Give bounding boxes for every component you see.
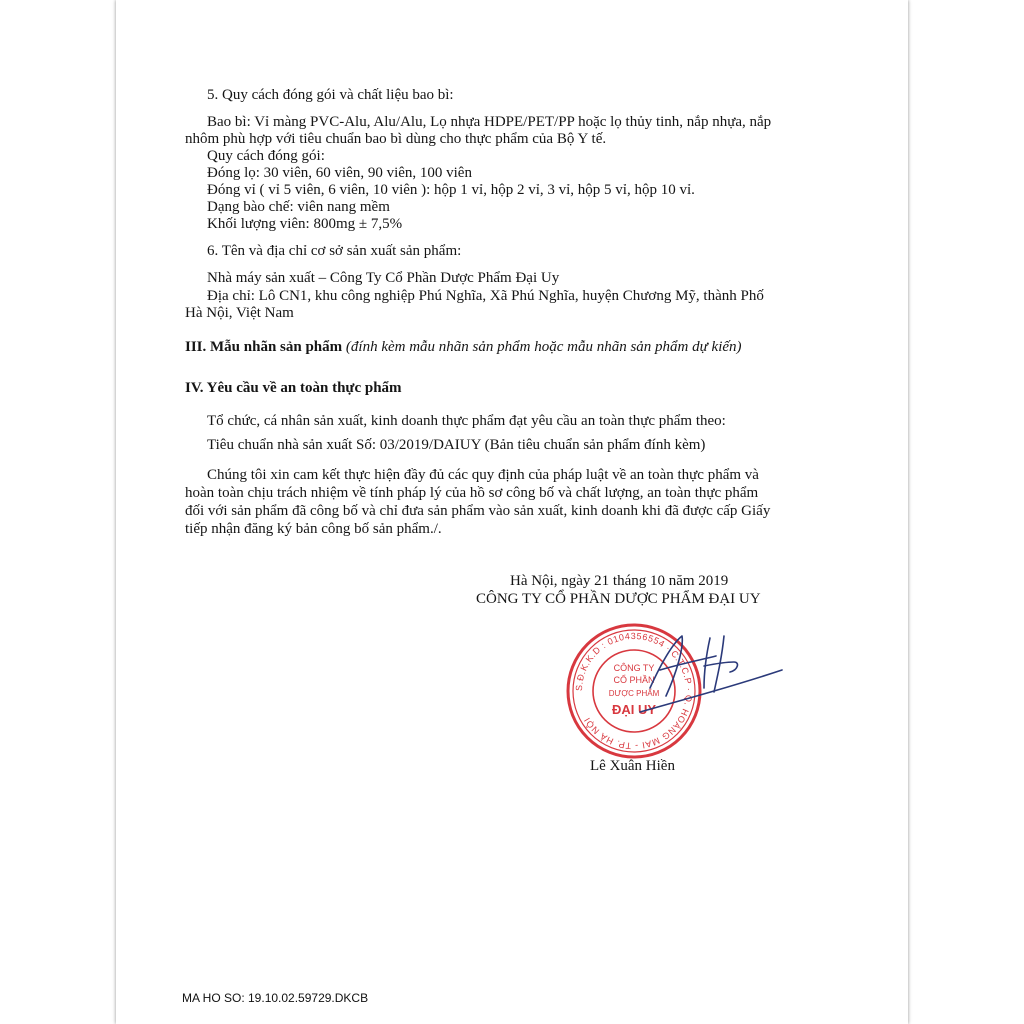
section-4-heading: IV. Yêu cầu về an toàn thực phẩm — [185, 380, 402, 396]
section-6-heading: 6. Tên và địa chỉ cơ sở sản xuất sản phẩm: — [207, 243, 462, 259]
seal-center-line-4: ĐẠI UY — [611, 702, 657, 717]
capsule-weight: Khối lượng viên: 800mg ± 7,5% — [207, 216, 403, 232]
signer-name: Lê Xuân Hiền — [590, 758, 675, 774]
bottle-packing: Đóng lọ: 30 viên, 60 viên, 90 viên, 100 viên — [207, 165, 472, 181]
date-line: Hà Nội, ngày 21 tháng 10 năm 2019 — [510, 573, 729, 589]
commitment-line-2: hoàn toàn chịu trách nhiệm về tính pháp lý của hồ sơ công bố và chất lượng, an toàn thực phẩm — [185, 485, 759, 501]
manufacturer-name: Nhà máy sản xuất – Công Ty Cổ Phần Dược Phẩm Đại Uy — [207, 270, 560, 286]
company-name-line: CÔNG TY CỔ PHẦN DƯỢC PHẨM ĐẠI UY — [476, 591, 761, 607]
handwritten-signature — [620, 626, 790, 716]
seal-center-line-1: CÔNG TY — [613, 663, 655, 673]
dosage-form: Dạng bào chế: viên nang mềm — [207, 199, 390, 215]
section-3-note: (đính kèm mẫu nhãn sản phẩm hoặc mẫu nhãn sản phẩm dự kiến) — [345, 339, 742, 355]
commitment-line-4: tiếp nhận đăng ký bản công bố sản phẩm./. — [185, 521, 442, 537]
section-3-heading — [185, 339, 742, 355]
commitment-line-1: Chúng tôi xin cam kết thực hiện đầy đủ các quy định của pháp luật về an toàn thực phẩm và — [207, 467, 759, 483]
packaging-line-1: Bao bì: Vỉ màng PVC-Alu, Alu/Alu, Lọ nhựa HDPE/PET/PP hoặc lọ thủy tinh, nắp nhựa, nắp — [207, 114, 772, 130]
section-3-title: III. Mẫu nhãn sản phẩm — [185, 339, 343, 355]
dossier-code: MA HO SO: 19.10.02.59729.DKCB — [182, 991, 369, 1005]
manufacturer-address-1: Địa chỉ: Lô CN1, khu công nghiệp Phú Nghĩa, Xã Phú Nghĩa, huyện Chương Mỹ, thành Phố — [207, 288, 764, 304]
section-5-heading: 5. Quy cách đóng gói và chất liệu bao bì: — [207, 87, 454, 103]
seal-ring-text: S.Đ.K.K.D : 0104356554 · C.T.C.P · Q. HOÀNG MAI - TP. HÀ NỘI — [573, 630, 695, 752]
safety-requirement-line-2: Tiêu chuẩn nhà sản xuất Số: 03/2019/DAIUY (Bản tiêu chuẩn sản phẩm đính kèm) — [207, 437, 706, 453]
manufacturer-address-2: Hà Nội, Việt Nam — [185, 305, 294, 321]
safety-requirement-line-1: Tổ chức, cá nhân sản xuất, kinh doanh thực phẩm đạt yêu cầu an toàn thực phẩm theo: — [207, 413, 726, 429]
blister-packing: Đóng vỉ ( vỉ 5 viên, 6 viên, 10 viên ): hộp 1 vỉ, hộp 2 vỉ, 3 vỉ, hộp 5 vỉ, hộp 10 vỉ. — [207, 182, 695, 198]
seal-center-line-2: CỔ PHẦN — [613, 675, 655, 685]
seal-center-line-3: DƯỢC PHẨM — [608, 689, 660, 698]
commitment-line-3: đối với sản phẩm đã công bố và chỉ đưa sản phẩm vào sản xuất, kinh doanh khi đã được cấp Giấy — [185, 503, 771, 519]
packaging-line-2: nhôm phù hợp với tiêu chuẩn bao bì dùng cho thực phẩm của Bộ Y tế. — [185, 131, 607, 147]
packing-spec-label: Quy cách đóng gói: — [207, 148, 325, 164]
